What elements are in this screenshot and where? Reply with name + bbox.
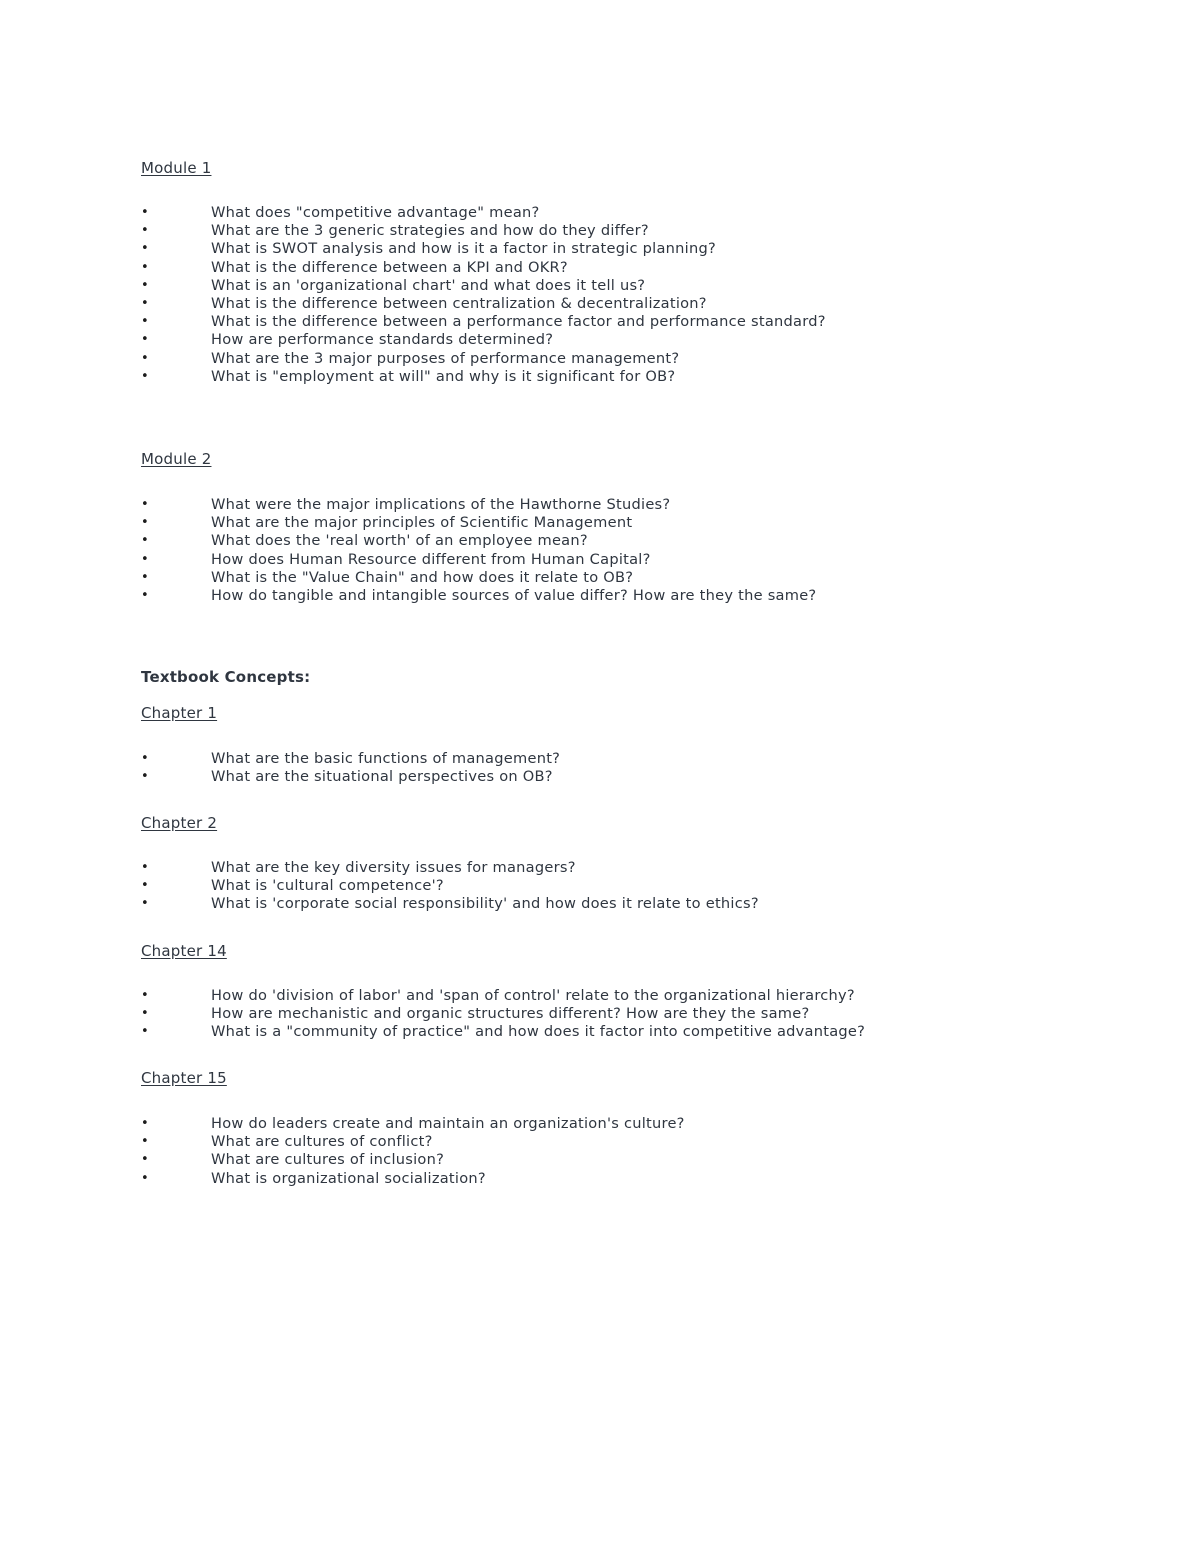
list-item: [141, 331, 1141, 349]
list-item-text: What are the 3 generic strategies and how do they differ?: [211, 222, 649, 240]
list-item: [141, 1005, 1141, 1023]
list-item: [141, 259, 1141, 277]
bullet-icon: •: [141, 515, 149, 531]
bullet-icon: •: [141, 277, 149, 293]
list-item-text: How do tangible and intangible sources of value differ? How are they the same?: [211, 586, 817, 604]
list-item-text: What are the 3 major purposes of performance management?: [211, 349, 680, 367]
list-item: [141, 277, 1141, 295]
list-item: [141, 877, 1141, 895]
list-item-text: What is the difference between centralization & decentralization?: [211, 294, 707, 312]
chapter-2-section: [141, 814, 1141, 832]
chapter-14-heading: Chapter 14: [141, 942, 227, 960]
list-item: [141, 1133, 1141, 1151]
list-item: [141, 569, 1141, 587]
chapter-2-list: [141, 859, 1141, 914]
bullet-icon: •: [141, 1134, 149, 1150]
list-item-text: How do 'division of labor' and 'span of control' relate to the organizational hierarchy?: [211, 987, 855, 1004]
list-item-text: What are cultures of inclusion?: [211, 1151, 445, 1169]
list-item-text: What is SWOT analysis and how is it a factor in strategic planning?: [211, 240, 716, 258]
chapter-14-list-container: [141, 987, 1141, 1042]
list-item-text: What does the 'real worth' of an employee mean?: [211, 532, 588, 550]
list-item: [141, 1023, 1141, 1041]
module-1-heading: Module 1: [141, 159, 212, 177]
list-item-text: What were the major implications of the Hawthorne Studies?: [211, 496, 671, 513]
list-item-text: What is the difference between a KPI and OKR?: [211, 258, 568, 276]
bullet-icon: •: [141, 259, 149, 275]
chapter-15-section: [141, 1069, 1141, 1087]
module-1-section: [141, 159, 1141, 177]
chapter-2-list-container: [141, 859, 1141, 914]
chapter-15-list: [141, 1115, 1141, 1188]
bullet-icon: •: [141, 1116, 149, 1131]
chapter-1-section: [141, 704, 1141, 722]
list-item: [141, 1151, 1141, 1169]
bullet-icon: •: [141, 569, 149, 585]
bullet-icon: •: [141, 1024, 149, 1040]
list-item-text: How do leaders create and maintain an organization's culture?: [211, 1115, 685, 1132]
list-item-text: What is 'corporate social responsibility' and how does it relate to ethics?: [211, 895, 759, 913]
textbook-concepts-heading: Textbook Concepts:: [141, 668, 311, 686]
list-item: [141, 295, 1141, 313]
bullet-icon: •: [141, 587, 149, 603]
bullet-icon: •: [141, 1170, 149, 1186]
list-item-text: What is "employment at will" and why is it significant for OB?: [211, 367, 676, 385]
list-item-text: What is the "Value Chain" and how does it relate to OB?: [211, 568, 634, 586]
module-2-list: [141, 496, 1141, 605]
bullet-icon: •: [141, 497, 149, 512]
list-item: [141, 551, 1141, 569]
chapter-14-section: [141, 942, 1141, 960]
list-item-text: What are the key diversity issues for managers?: [211, 859, 576, 876]
bullet-icon: •: [141, 878, 149, 894]
list-item: [141, 987, 1141, 1005]
list-item: [141, 368, 1141, 386]
list-item-text: What is organizational socialization?: [211, 1169, 486, 1187]
bullet-icon: •: [141, 295, 149, 311]
list-item-text: What are the situational perspectives on OB?: [211, 768, 553, 786]
module-2-list-container: [141, 496, 1141, 605]
list-item: [141, 222, 1141, 240]
textbook-concepts-section: [141, 668, 1141, 686]
module-2-heading: Module 2: [141, 450, 212, 468]
list-item: [141, 768, 1141, 786]
list-item: [141, 313, 1141, 331]
list-item: [141, 587, 1141, 605]
list-item-text: What is the difference between a performance factor and performance standard?: [211, 313, 826, 331]
bullet-icon: •: [141, 1006, 149, 1022]
list-item: [141, 350, 1141, 368]
list-item-text: What are the basic functions of management?: [211, 750, 561, 767]
list-item: [141, 496, 1141, 514]
chapter-14-list: [141, 987, 1141, 1042]
list-item-text: What is 'cultural competence'?: [211, 877, 444, 895]
list-item-text: What are the major principles of Scientific Management: [211, 514, 633, 532]
list-item: [141, 514, 1141, 532]
list-item-text: What is an 'organizational chart' and what does it tell us?: [211, 276, 646, 294]
bullet-icon: •: [141, 223, 149, 239]
list-item-text: How does Human Resource different from Human Capital?: [211, 550, 651, 568]
list-item: [141, 859, 1141, 877]
chapter-15-heading: Chapter 15: [141, 1069, 227, 1087]
chapter-15-list-container: [141, 1115, 1141, 1188]
bullet-icon: •: [141, 314, 149, 330]
bullet-icon: •: [141, 551, 149, 567]
list-item: [141, 750, 1141, 768]
module-1-list: [141, 204, 1141, 386]
bullet-icon: •: [141, 988, 149, 1003]
list-item: [141, 1115, 1141, 1133]
chapter-1-list: [141, 750, 1141, 786]
bullet-icon: •: [141, 860, 149, 875]
list-item-text: What are cultures of conflict?: [211, 1133, 433, 1151]
bullet-icon: •: [141, 751, 149, 766]
bullet-icon: •: [141, 896, 149, 912]
list-item: [141, 895, 1141, 913]
bullet-icon: •: [141, 1152, 149, 1168]
bullet-icon: •: [141, 533, 149, 549]
bullet-icon: •: [141, 769, 149, 785]
list-item: [141, 240, 1141, 258]
list-item-text: What is a "community of practice" and how does it factor into competitive advantage?: [211, 1023, 866, 1041]
bullet-icon: •: [141, 241, 149, 257]
chapter-2-heading: Chapter 2: [141, 814, 218, 832]
module-2-section: [141, 450, 1141, 468]
list-item-text: How are performance standards determined?: [211, 331, 554, 349]
bullet-icon: •: [141, 350, 149, 366]
list-item-text: How are mechanistic and organic structures different? How are they the same?: [211, 1005, 810, 1023]
bullet-icon: •: [141, 332, 149, 348]
bullet-icon: •: [141, 368, 149, 384]
chapter-1-heading: Chapter 1: [141, 704, 218, 722]
list-item: [141, 532, 1141, 550]
module-1-list-container: [141, 204, 1141, 386]
bullet-icon: •: [141, 205, 149, 220]
list-item: [141, 1170, 1141, 1188]
list-item-text: What does "competitive advantage" mean?: [211, 204, 540, 221]
chapter-1-list-container: [141, 750, 1141, 786]
list-item: [141, 204, 1141, 222]
